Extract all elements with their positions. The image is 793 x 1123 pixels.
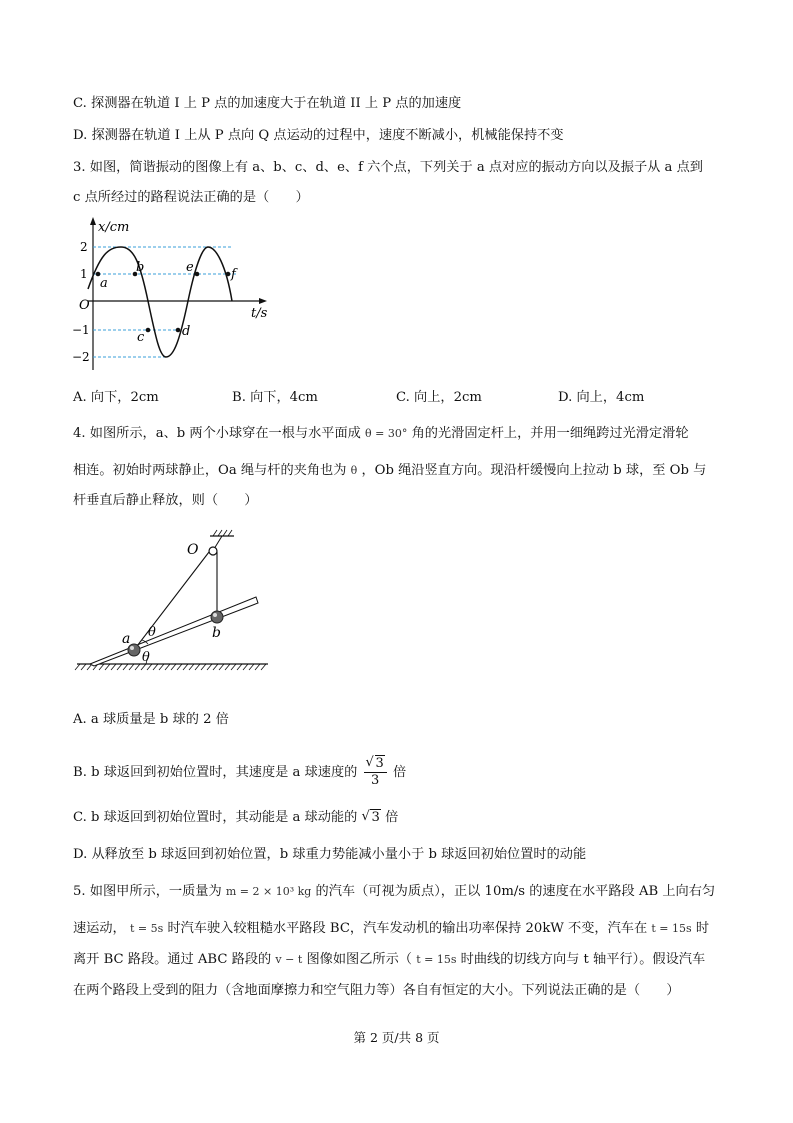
- q5-stem2-text-end: 时: [695, 921, 710, 936]
- q4-option-a: A. a 球质量是 b 球的 2 倍: [73, 712, 229, 727]
- q4-stem-line1: [73, 425, 689, 443]
- fraction-numerator: 3: [375, 756, 384, 771]
- label-theta-bottom: θ: [142, 650, 150, 665]
- q4-option-d: D. 从释放至 b 球返回到初始位置，b 球重力势能减小量小于 b 球返回初始位置时的动能: [73, 847, 587, 862]
- q4-option-b-text: B. b 球返回到初始位置时，其速度是 a 球速度的: [73, 765, 358, 780]
- q4-option-b: [73, 756, 406, 789]
- q5-stem3-text-mid: 图像如图乙所示（: [306, 952, 412, 967]
- q5-mass-formula: m = 2 × 10³ kg: [225, 885, 312, 898]
- q4-angle-formula: θ = 30°: [365, 427, 408, 440]
- y-tick-2: 2: [80, 240, 88, 254]
- q3-option-d: D. 向上，4cm: [558, 390, 645, 405]
- q5-stem3-text: 离开 BC 路段。通过 ABC 路段的: [73, 952, 272, 967]
- q4-stem-line2: [73, 462, 706, 480]
- q4-option-c: [73, 809, 398, 827]
- label-f: f: [231, 267, 236, 282]
- q3-stem-line2: c 点所经过的路程说法正确的是（ ）: [73, 190, 309, 205]
- label-theta-top: θ: [148, 625, 156, 640]
- sqrt3-over-3-fraction: √ 3 3: [364, 756, 387, 789]
- q5-vt-label: v − t: [275, 953, 303, 966]
- q4-option-c-text: C. b 球返回到初始位置时，其动能是 a 球动能的: [73, 810, 358, 825]
- y-tick-neg2: −2: [72, 350, 90, 364]
- point-f: [226, 272, 231, 277]
- sqrt-radicand: 3: [371, 810, 380, 825]
- q4-pulley-figure: [72, 524, 272, 694]
- q3-stem-line1: 3. 如图，简谐振动的图像上有 a、b、c、d、e、f 六个点，下列关于 a 点对应的振动方向以及振子从 a 点到: [73, 160, 703, 175]
- q5-stem-line4: 在两个路段上受到的阻力（含地面摩擦力和空气阻力等）各自有恒定的大小。下列说法正确的是（ ）: [73, 983, 680, 998]
- q2-option-d: D. 探测器在轨道 I 上从 P 点向 Q 点运动的过程中，速度不断减小，机械能保持不变: [73, 128, 564, 143]
- q5-stem1-text: 5. 如图甲所示，一质量为: [73, 884, 222, 899]
- q5-stem3-text-end: 时曲线的切线方向与 t 轴平行）。假设汽车: [460, 952, 706, 967]
- q4-option-c-suffix: 倍: [385, 810, 399, 825]
- q2-option-c: C. 探测器在轨道 I 上 P 点的加速度大于在轨道 II 上 P 点的加速度: [73, 96, 462, 111]
- label-c: c: [137, 330, 145, 345]
- q4-stem2-text: 相连。初始时两球静止，Oa 绳与杆的夹角也为: [73, 463, 347, 478]
- sqrt3: √ 3: [361, 809, 380, 825]
- label-a: a: [100, 276, 108, 291]
- q3-shm-graph: [68, 215, 268, 375]
- label-O: O: [187, 542, 199, 558]
- point-e: [195, 272, 200, 277]
- point-c: [146, 328, 151, 333]
- label-d: d: [182, 324, 191, 339]
- point-d: [176, 328, 181, 333]
- q5-stem1-text-end: 的汽车（可视为质点），正以 10m/s 的速度在水平路段 AB 上向右匀: [315, 884, 716, 899]
- y-tick-1: 1: [80, 267, 88, 281]
- x-axis-label: t/s: [251, 306, 268, 321]
- q5-time-5s: t = 5s: [129, 922, 164, 935]
- q5-time-15s: t = 15s: [651, 922, 692, 935]
- q5-stem2-text-mid: 时汽车驶入较粗糙水平路段 BC，汽车发动机的输出功率保持 20kW 不变，汽车在: [167, 921, 648, 936]
- origin-label: O: [79, 298, 90, 313]
- q5-stem-line3: [73, 951, 705, 969]
- q5-stem-line1: [73, 883, 715, 901]
- fraction-denominator: 3: [371, 773, 380, 788]
- q4-theta: θ: [350, 464, 358, 477]
- y-axis-label: x/cm: [98, 220, 130, 235]
- q3-option-a: A. 向下，2cm: [73, 390, 159, 405]
- label-b: b: [136, 260, 145, 275]
- y-tick-neg1: −1: [72, 323, 90, 337]
- q4-option-b-suffix: 倍: [393, 765, 407, 780]
- page-footer: 第 2 页/共 8 页: [353, 1030, 440, 1045]
- q4-stem-line3: 杆垂直后静止释放，则（ ）: [73, 493, 258, 508]
- q4-stem1-text: 4. 如图所示，a、b 两个小球穿在一根与水平面成: [73, 426, 361, 441]
- label-e: e: [186, 260, 194, 275]
- q5-time-15s-tangent: t = 15s: [416, 953, 457, 966]
- q5-stem-line2: [73, 920, 709, 938]
- q4-stem2-text-end: ，Ob 绳沿竖直方向。现沿杆缓慢向上拉动 b 球，至 Ob 与: [361, 463, 707, 478]
- label-a: a: [122, 631, 131, 647]
- q4-stem1-text-end: 角的光滑固定杆上，并用一细绳跨过光滑定滑轮: [411, 426, 689, 441]
- q3-option-c: C. 向上，2cm: [396, 390, 482, 405]
- label-b: b: [212, 625, 221, 641]
- q3-option-b: B. 向下，4cm: [232, 390, 318, 405]
- q5-stem2-text: 速运动，: [73, 921, 126, 936]
